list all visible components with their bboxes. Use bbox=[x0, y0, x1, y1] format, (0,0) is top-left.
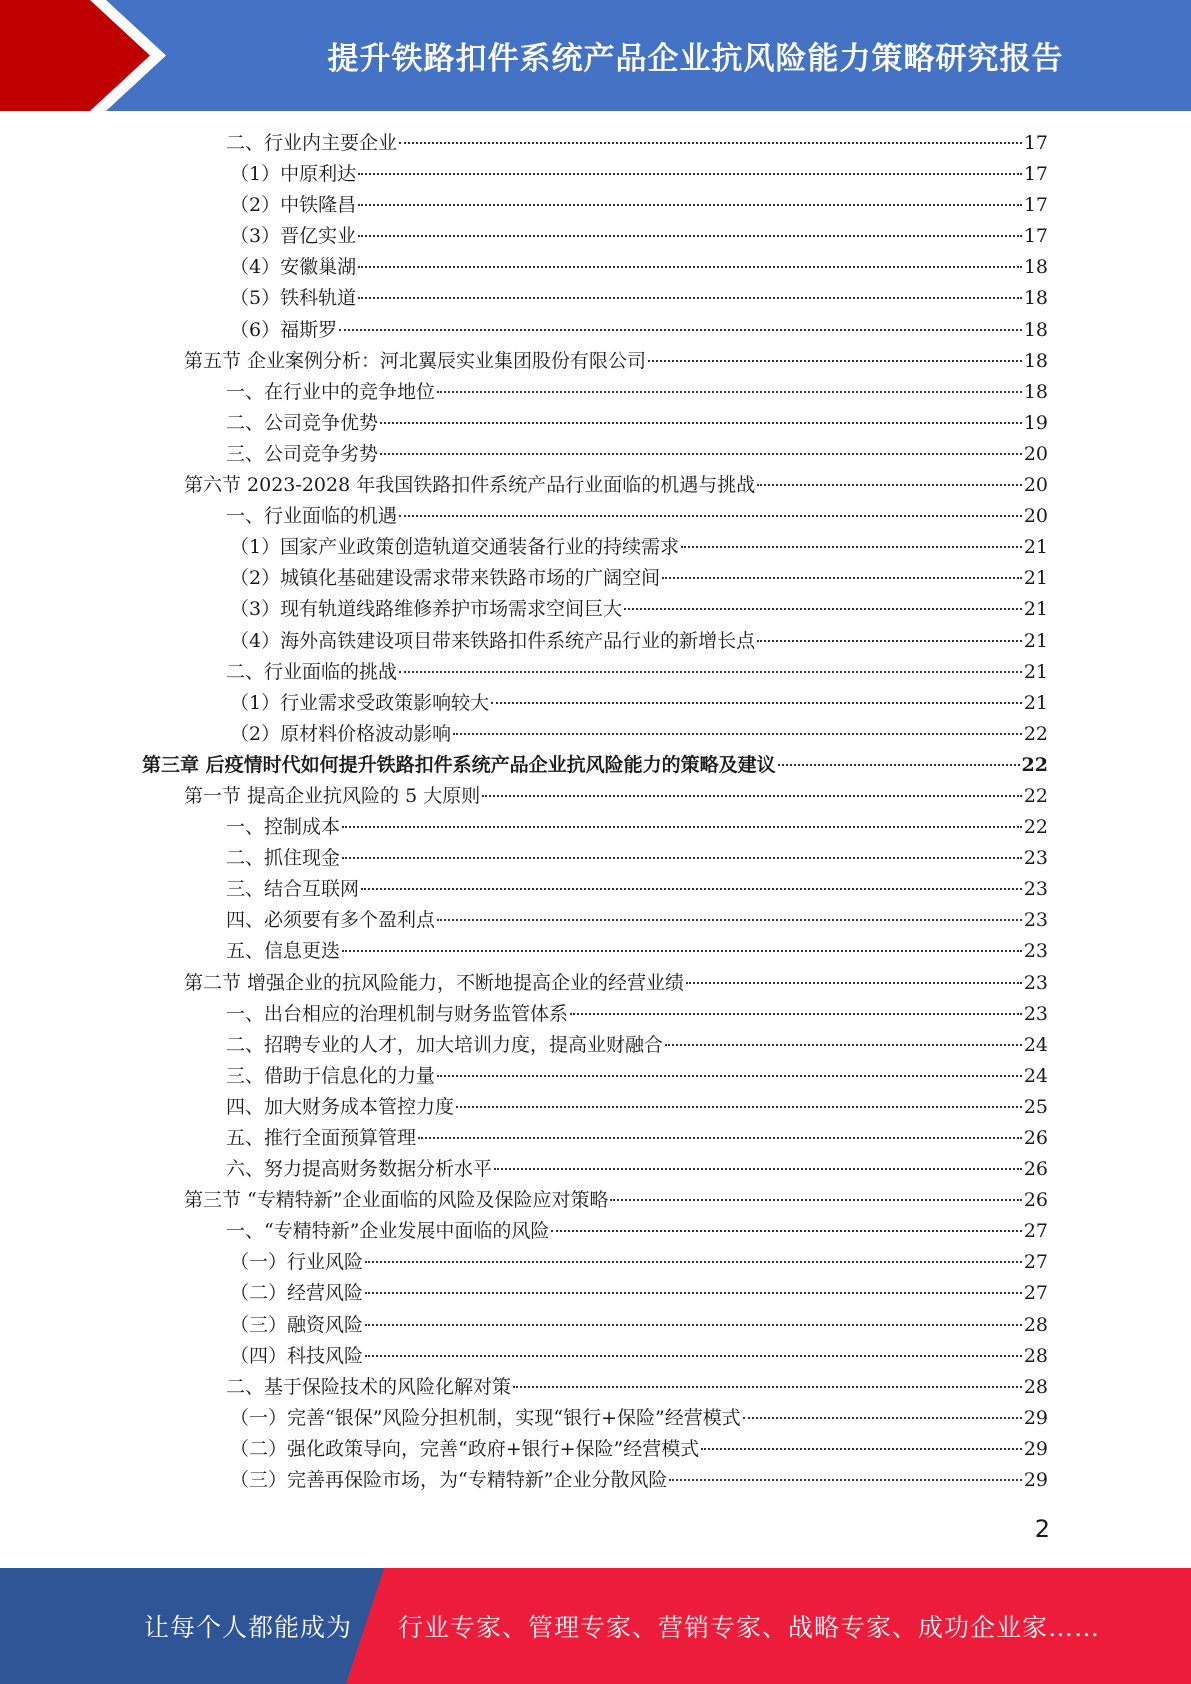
toc-entry-page: 21 bbox=[1023, 691, 1048, 714]
toc-entry-title: 二、抓住现金 bbox=[226, 847, 341, 870]
toc-entry-title: （4）安徽巢湖 bbox=[230, 256, 357, 279]
toc-entry[interactable] bbox=[142, 563, 1048, 594]
toc-dot-leader bbox=[358, 173, 1022, 175]
toc-entry-page: 27 bbox=[1023, 1282, 1048, 1305]
toc-entry[interactable] bbox=[142, 1372, 1048, 1403]
toc-dot-leader bbox=[610, 1199, 1021, 1201]
toc-entry-title: 一、在行业中的竞争地位 bbox=[226, 380, 436, 403]
toc-entry-page: 29 bbox=[1023, 1406, 1048, 1429]
toc-entry-title: 二、公司竞争优势 bbox=[226, 411, 379, 434]
toc-entry-page: 22 bbox=[1023, 816, 1048, 839]
toc-entry-title: 第二节 增强企业的抗风险能力，不断地提高企业的经营业绩 bbox=[184, 971, 685, 994]
toc-dot-leader bbox=[380, 422, 1022, 424]
toc-dot-leader bbox=[686, 982, 1022, 984]
toc-entry-title: （二）强化政策导向，完善“政府+银行+保险”经营模式 bbox=[230, 1437, 700, 1460]
toc-entry[interactable] bbox=[142, 1185, 1048, 1216]
toc-dot-leader bbox=[358, 235, 1022, 237]
toc-entry[interactable] bbox=[142, 128, 1048, 159]
toc-entry[interactable] bbox=[142, 1341, 1048, 1372]
toc-entry-title: 四、必须要有多个盈利点 bbox=[226, 909, 436, 932]
toc-entry-title: 三、借助于信息化的力量 bbox=[226, 1064, 436, 1087]
page-header bbox=[0, 0, 1191, 111]
page-number: 2 bbox=[1034, 1515, 1050, 1543]
toc-dot-leader bbox=[551, 1230, 1021, 1232]
toc-dot-leader bbox=[757, 484, 1022, 486]
toc-entry-page: 18 bbox=[1023, 318, 1048, 341]
toc-dot-leader bbox=[342, 950, 1022, 952]
toc-entry-page: 22 bbox=[1023, 722, 1048, 745]
toc-entry-page: 24 bbox=[1023, 1033, 1048, 1056]
toc-dot-leader bbox=[624, 608, 1022, 610]
toc-entry-page: 25 bbox=[1023, 1095, 1048, 1118]
toc-entry-title: （一）行业风险 bbox=[230, 1251, 364, 1274]
toc-entry-title: 三、结合互联网 bbox=[226, 878, 360, 901]
toc-entry-page: 22 bbox=[1021, 753, 1048, 776]
toc-entry[interactable] bbox=[142, 843, 1048, 874]
toc-entry-title: （2）原材料价格波动影响 bbox=[230, 722, 452, 745]
toc-entry-page: 28 bbox=[1023, 1313, 1048, 1336]
toc-entry-title: 五、信息更迭 bbox=[226, 940, 341, 963]
toc-dot-leader bbox=[399, 671, 1022, 673]
toc-entry-page: 26 bbox=[1023, 1189, 1048, 1212]
toc-entry[interactable] bbox=[142, 812, 1048, 843]
toc-entry-page: 23 bbox=[1023, 878, 1048, 901]
toc-entry-page: 28 bbox=[1023, 1344, 1048, 1367]
toc-entry[interactable] bbox=[142, 501, 1048, 532]
toc-entry-page: 23 bbox=[1023, 909, 1048, 932]
toc-dot-leader bbox=[437, 1075, 1022, 1077]
toc-entry-page: 20 bbox=[1023, 442, 1048, 465]
toc-dot-leader bbox=[358, 297, 1022, 299]
toc-entry-title: 一、控制成本 bbox=[226, 816, 341, 839]
toc-dot-leader bbox=[399, 142, 1022, 144]
toc-entry[interactable] bbox=[142, 532, 1048, 563]
toc-entry-page: 28 bbox=[1023, 1375, 1048, 1398]
toc-entry[interactable] bbox=[142, 346, 1048, 377]
table-of-contents bbox=[142, 128, 1048, 1496]
toc-dot-leader bbox=[669, 1479, 1021, 1481]
toc-entry-page: 18 bbox=[1023, 349, 1048, 372]
toc-entry-title: （1）国家产业政策创造轨道交通装备行业的持续需求 bbox=[230, 536, 680, 559]
toc-entry-title: 二、行业面临的挑战 bbox=[226, 660, 398, 683]
toc-entry-page: 22 bbox=[1023, 784, 1048, 807]
toc-dot-leader bbox=[365, 1355, 1022, 1357]
toc-entry-title: 一、行业面临的机遇 bbox=[226, 505, 398, 528]
toc-entry[interactable] bbox=[142, 750, 1048, 781]
toc-entry-page: 18 bbox=[1023, 287, 1048, 310]
toc-entry-title: 第三章 后疫情时代如何提升铁路扣件系统产品企业抗风险能力的策略及建议 bbox=[142, 753, 776, 776]
toc-entry[interactable] bbox=[142, 1030, 1048, 1061]
toc-entry-page: 23 bbox=[1023, 971, 1048, 994]
toc-dot-leader bbox=[399, 515, 1022, 517]
toc-entry-title: 第一节 提高企业抗风险的 5 大原则 bbox=[184, 784, 481, 807]
toc-dot-leader bbox=[701, 1448, 1022, 1450]
toc-entry[interactable] bbox=[142, 1216, 1048, 1247]
toc-entry-page: 23 bbox=[1023, 940, 1048, 963]
toc-entry-page: 27 bbox=[1023, 1251, 1048, 1274]
toc-entry-page: 29 bbox=[1023, 1469, 1048, 1492]
toc-entry[interactable] bbox=[142, 221, 1048, 252]
toc-entry[interactable] bbox=[142, 1403, 1048, 1434]
toc-entry[interactable] bbox=[142, 968, 1048, 999]
toc-entry[interactable] bbox=[142, 781, 1048, 812]
toc-entry[interactable] bbox=[142, 283, 1048, 314]
toc-entry-title: 四、加大财务成本管控力度 bbox=[226, 1095, 455, 1118]
toc-entry[interactable] bbox=[142, 1278, 1048, 1309]
footer-slogan-right: 行业专家、管理专家、营销专家、战略专家、成功企业家…… bbox=[398, 1613, 1101, 1642]
toc-entry[interactable] bbox=[142, 1061, 1048, 1092]
page-footer bbox=[0, 1568, 1191, 1684]
toc-entry-title: 三、公司竞争劣势 bbox=[226, 442, 379, 465]
toc-entry[interactable] bbox=[142, 626, 1048, 657]
toc-entry-page: 20 bbox=[1023, 474, 1048, 497]
toc-entry[interactable] bbox=[142, 470, 1048, 501]
toc-dot-leader bbox=[491, 702, 1022, 704]
toc-entry-page: 19 bbox=[1023, 411, 1048, 434]
toc-entry[interactable] bbox=[142, 594, 1048, 625]
toc-entry-page: 17 bbox=[1023, 163, 1048, 186]
toc-entry-title: 五、推行全面预算管理 bbox=[226, 1127, 417, 1149]
toc-dot-leader bbox=[437, 391, 1022, 393]
red-arrow-icon bbox=[0, 0, 150, 111]
toc-entry-page: 21 bbox=[1023, 629, 1048, 652]
toc-entry[interactable] bbox=[142, 315, 1048, 346]
toc-entry-title: 二、招聘专业的人才，加大培训力度，提高业财融合 bbox=[226, 1033, 664, 1056]
toc-entry[interactable] bbox=[142, 377, 1048, 408]
toc-entry[interactable] bbox=[142, 1465, 1048, 1496]
toc-entry-page: 21 bbox=[1023, 567, 1048, 590]
toc-entry-page: 29 bbox=[1023, 1437, 1048, 1460]
toc-dot-leader bbox=[437, 919, 1022, 921]
toc-dot-leader bbox=[778, 764, 1020, 766]
toc-dot-leader bbox=[339, 329, 1022, 331]
toc-entry-page: 17 bbox=[1023, 132, 1048, 154]
toc-entry-page: 20 bbox=[1023, 505, 1048, 528]
toc-dot-leader bbox=[365, 1324, 1022, 1326]
toc-entry[interactable] bbox=[142, 719, 1048, 750]
toc-entry-page: 26 bbox=[1023, 1127, 1048, 1149]
toc-entry-title: （2）中铁隆昌 bbox=[230, 194, 357, 217]
toc-entry[interactable] bbox=[142, 874, 1048, 905]
toc-entry-title: （三）融资风险 bbox=[230, 1313, 364, 1336]
toc-entry[interactable] bbox=[142, 190, 1048, 221]
toc-entry[interactable] bbox=[142, 252, 1048, 283]
toc-entry-title: （三）完善再保险市场，为“专精特新”企业分散风险 bbox=[230, 1469, 668, 1492]
toc-entry[interactable] bbox=[142, 1154, 1048, 1185]
toc-entry[interactable] bbox=[142, 1310, 1048, 1341]
toc-entry[interactable] bbox=[142, 657, 1048, 688]
toc-entry-title: （1）中原利达 bbox=[230, 163, 357, 186]
toc-entry-page: 21 bbox=[1023, 536, 1048, 559]
toc-dot-leader bbox=[456, 1106, 1022, 1108]
toc-entry-page: 23 bbox=[1023, 847, 1048, 870]
toc-entry[interactable] bbox=[142, 159, 1048, 190]
toc-dot-leader bbox=[358, 204, 1022, 206]
toc-dot-leader bbox=[365, 1261, 1022, 1263]
toc-entry-title: 二、行业内主要企业 bbox=[226, 132, 398, 154]
toc-entry-title: （四）科技风险 bbox=[230, 1344, 364, 1367]
toc-entry-title: 第三节 “专精特新”企业面临的风险及保险应对策略 bbox=[184, 1189, 609, 1212]
toc-dot-leader bbox=[358, 266, 1022, 268]
toc-entry-title: （1）行业需求受政策影响较大 bbox=[230, 691, 490, 714]
toc-entry-title: 二、基于保险技术的风险化解对策 bbox=[226, 1375, 512, 1398]
toc-entry[interactable] bbox=[142, 999, 1048, 1030]
toc-entry-title: 一、“专精特新”企业发展中面临的风险 bbox=[226, 1220, 550, 1243]
toc-dot-leader bbox=[662, 577, 1022, 579]
toc-entry[interactable] bbox=[142, 1434, 1048, 1465]
footer-slogan-left: 让每个人都能成为 bbox=[144, 1613, 353, 1642]
toc-entry-title: 一、出台相应的治理机制与财务监管体系 bbox=[226, 1002, 569, 1025]
toc-dot-leader bbox=[342, 826, 1022, 828]
report-title: 提升铁路扣件系统产品企业抗风险能力策略研究报告 bbox=[327, 41, 1064, 77]
toc-entry[interactable] bbox=[142, 439, 1048, 470]
toc-entry-page: 18 bbox=[1023, 256, 1048, 279]
toc-dot-leader bbox=[380, 453, 1022, 455]
toc-dot-leader bbox=[418, 1137, 1022, 1139]
toc-entry-page: 23 bbox=[1023, 1002, 1048, 1025]
toc-entry-title: （3）晋亿实业 bbox=[230, 225, 357, 248]
toc-entry[interactable] bbox=[142, 936, 1048, 967]
toc-dot-leader bbox=[365, 1292, 1022, 1294]
toc-entry-title: 第六节 2023-2028 年我国铁路扣件系统产品行业面临的机遇与挑战 bbox=[184, 474, 756, 497]
red-arrow-decoration bbox=[0, 0, 200, 111]
toc-entry-title: （2）城镇化基础建设需求带来铁路市场的广阔空间 bbox=[230, 567, 661, 590]
toc-dot-leader bbox=[743, 1417, 1022, 1419]
toc-entry-title: （6）福斯罗 bbox=[230, 318, 338, 341]
toc-entry[interactable] bbox=[142, 688, 1048, 719]
toc-dot-leader bbox=[681, 546, 1022, 548]
toc-dot-leader bbox=[665, 1044, 1022, 1046]
toc-dot-leader bbox=[453, 733, 1022, 735]
toc-entry[interactable] bbox=[142, 905, 1048, 936]
toc-entry-title: （一）完善“银保”风险分担机制，实现“银行+保险”经营模式 bbox=[230, 1406, 741, 1429]
toc-dot-leader bbox=[361, 888, 1022, 890]
toc-dot-leader bbox=[648, 360, 1022, 362]
toc-dot-leader bbox=[494, 1168, 1022, 1170]
toc-entry-page: 24 bbox=[1023, 1064, 1048, 1087]
toc-entry-page: 21 bbox=[1023, 598, 1048, 621]
toc-entry-page: 18 bbox=[1023, 380, 1048, 403]
toc-dot-leader bbox=[570, 1013, 1022, 1015]
toc-entry-title: （二）经营风险 bbox=[230, 1282, 364, 1305]
toc-dot-leader bbox=[757, 640, 1022, 642]
toc-entry[interactable] bbox=[142, 1092, 1048, 1123]
toc-entry-page: 17 bbox=[1023, 194, 1048, 217]
toc-entry-page: 27 bbox=[1023, 1220, 1048, 1243]
toc-entry-title: 六、努力提高财务数据分析水平 bbox=[226, 1158, 493, 1181]
toc-entry-title: 第五节 企业案例分析：河北翼辰实业集团股份有限公司 bbox=[184, 349, 647, 372]
toc-entry[interactable] bbox=[142, 1247, 1048, 1278]
toc-entry-title: （4）海外高铁建设项目带来铁路扣件系统产品行业的新增长点 bbox=[230, 629, 756, 652]
toc-entry[interactable] bbox=[142, 1123, 1048, 1154]
toc-dot-leader bbox=[513, 1386, 1022, 1388]
toc-dot-leader bbox=[342, 857, 1022, 859]
toc-entry-title: （5）铁科轨道 bbox=[230, 287, 357, 310]
toc-entry[interactable] bbox=[142, 408, 1048, 439]
toc-entry-page: 26 bbox=[1023, 1158, 1048, 1181]
toc-entry-page: 17 bbox=[1023, 225, 1048, 248]
toc-dot-leader bbox=[482, 795, 1022, 797]
toc-entry-page: 21 bbox=[1023, 660, 1048, 683]
toc-entry-title: （3）现有轨道线路维修养护市场需求空间巨大 bbox=[230, 598, 623, 621]
